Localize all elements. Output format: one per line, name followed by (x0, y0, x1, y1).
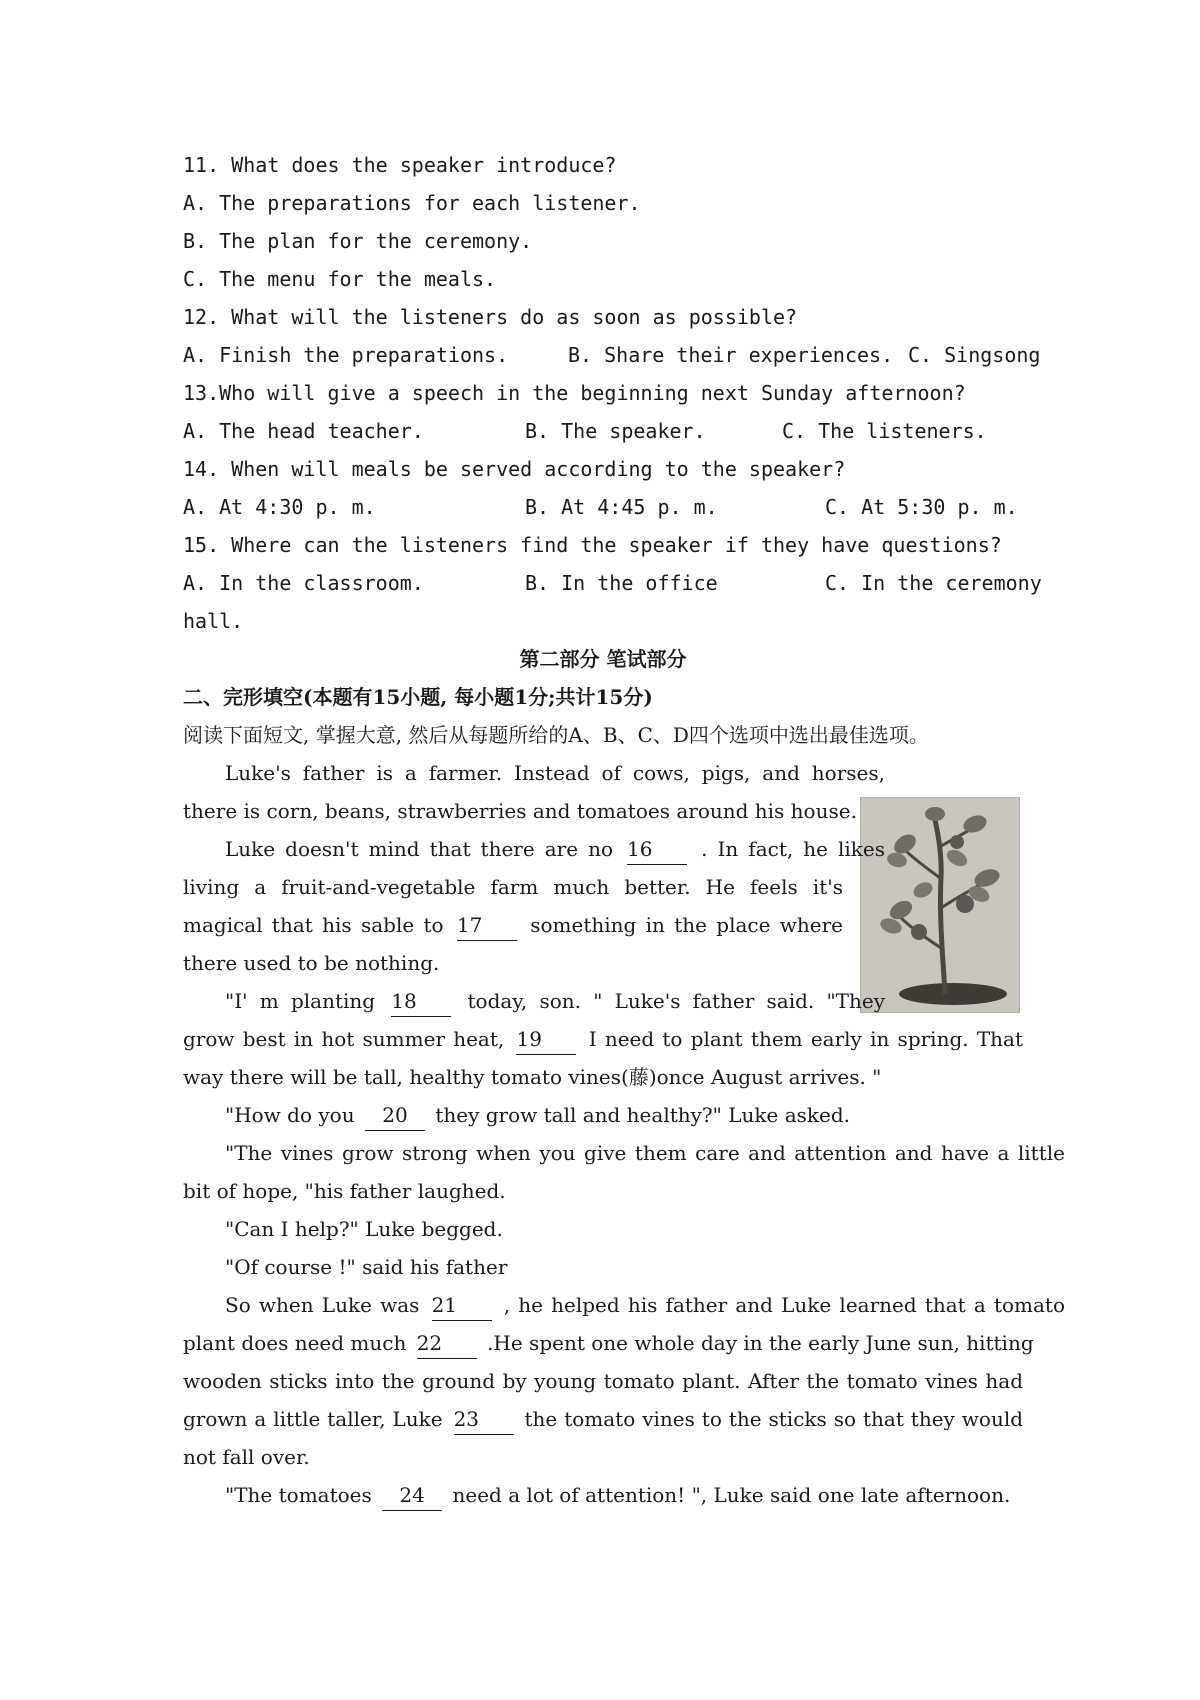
passage-text: "The tomatoes (225, 1483, 372, 1507)
passage-line (183, 1096, 1065, 1135)
instructions: 阅读下面短文, 掌握大意, 然后从每题所给的A、B、C、D四个选项中选出最佳选项。 (183, 723, 929, 747)
q12-option-b: B. Share their experiences. (568, 343, 894, 367)
passage-line (183, 830, 885, 869)
q14-option-a: A. At 4:30 p. m. (183, 495, 376, 519)
passage-text: something in the place where (530, 913, 843, 937)
passage-line (183, 1324, 1034, 1363)
passage-line: way there will be tall, healthy tomato vines(藤)once August arrives. " (183, 1065, 882, 1089)
section-two-title: 二、完形填空(本题有15小题, 每小题1分;共计15分) (183, 685, 653, 709)
q15-option-c-continued: hall. (183, 609, 244, 633)
passage-text: the tomato vines to the sticks so that they would (524, 1407, 1024, 1431)
q12-option-a: A. Finish the preparations. (183, 343, 509, 367)
blank-24: 24 (382, 1480, 442, 1511)
passage-text: magical that his sable to (183, 913, 444, 937)
passage-text: .He spent one whole day in the early June sun, hitting (487, 1331, 1034, 1355)
blank-20: 20 (365, 1100, 425, 1131)
q15-option-a: A. In the classroom. (183, 571, 424, 595)
passage-text: "How do you (225, 1103, 355, 1127)
passage-line: "Of course !" said his father (225, 1255, 508, 1279)
passage-line: there is corn, beans, strawberries and tomatoes around his house. (183, 799, 857, 823)
passage-text: , he helped his father and Luke learned that a tomato (503, 1293, 1066, 1317)
question-12: 12. What will the listeners do as soon as possible? (183, 305, 798, 329)
passage-line: Luke's father is a farmer. Instead of cows, pigs, and horses, (225, 761, 885, 785)
passage-text: So when Luke was (225, 1293, 420, 1317)
passage-line (183, 1286, 1065, 1325)
q15-options (183, 564, 1042, 603)
passage-line (183, 1400, 1023, 1439)
passage-line: living a fruit-and-vegetable farm much better. He feels it's (183, 875, 843, 899)
blank-22: 22 (417, 1328, 477, 1359)
blank-21: 21 (432, 1290, 492, 1321)
passage-text: "I' m planting (225, 989, 376, 1013)
question-15: 15. Where can the listeners find the speaker if they have questions? (183, 533, 1002, 557)
question-11: 11. What does the speaker introduce? (183, 153, 617, 177)
passage-line: not fall over. (183, 1445, 310, 1469)
passage-line (183, 1476, 1065, 1515)
passage-text: grow best in hot summer heat, (183, 1027, 505, 1051)
q12-options (183, 336, 1041, 375)
q13-option-b: B. The speaker. (525, 419, 706, 443)
passage-text: need a lot of attention! ", Luke said one late afternoon. (452, 1483, 1011, 1507)
passage-text: . In fact, he likes (701, 837, 886, 861)
q14-options (183, 488, 1023, 527)
passage-line: bit of hope, "his father laughed. (183, 1179, 506, 1203)
q12-option-c: C. Singsong (908, 343, 1041, 367)
q13-options (183, 412, 1023, 451)
passage-line: "The vines grow strong when you give them care and attention and have a little (225, 1141, 1065, 1165)
q15-option-b: B. In the office (525, 571, 718, 595)
q11-option-b: B. The plan for the ceremony. (183, 229, 533, 253)
blank-16: 16 (627, 834, 687, 865)
passage-line: wooden sticks into the ground by young tomato plant. After the tomato vines had (183, 1369, 1023, 1393)
q15-option-c: C. In the ceremony (825, 571, 1042, 595)
passage-line: "Can I help?" Luke begged. (225, 1217, 503, 1241)
passage-line (183, 1020, 1023, 1059)
q13-option-c: C. The listeners. (782, 419, 987, 443)
q13-option-a: A. The head teacher. (183, 419, 424, 443)
question-13: 13.Who will give a speech in the beginning next Sunday afternoon? (183, 381, 966, 405)
blank-18: 18 (391, 986, 451, 1017)
q14-option-c: C. At 5:30 p. m. (825, 495, 1018, 519)
passage-text: Luke doesn't mind that there are no (225, 837, 613, 861)
blank-17: 17 (457, 910, 517, 941)
passage-line: there used to be nothing. (183, 951, 440, 975)
passage-text: grown a little taller, Luke (183, 1407, 443, 1431)
part-two-title: 第二部分 笔试部分 (519, 647, 687, 671)
q14-option-b: B. At 4:45 p. m. (525, 495, 718, 519)
passage-line (183, 906, 843, 945)
passage-text: today, son. " Luke's father said. "They (467, 989, 886, 1013)
question-14: 14. When will meals be served according to the speaker? (183, 457, 846, 481)
passage-text: plant does need much (183, 1331, 407, 1355)
q11-option-a: A. The preparations for each listener. (183, 191, 641, 215)
q11-option-c: C. The menu for the meals. (183, 267, 497, 291)
passage-text: they grow tall and healthy?" Luke asked. (435, 1103, 850, 1127)
passage-text: I need to plant them early in spring. That (588, 1027, 1024, 1051)
blank-19: 19 (516, 1024, 576, 1055)
blank-23: 23 (454, 1404, 514, 1435)
passage-line (183, 982, 885, 1021)
